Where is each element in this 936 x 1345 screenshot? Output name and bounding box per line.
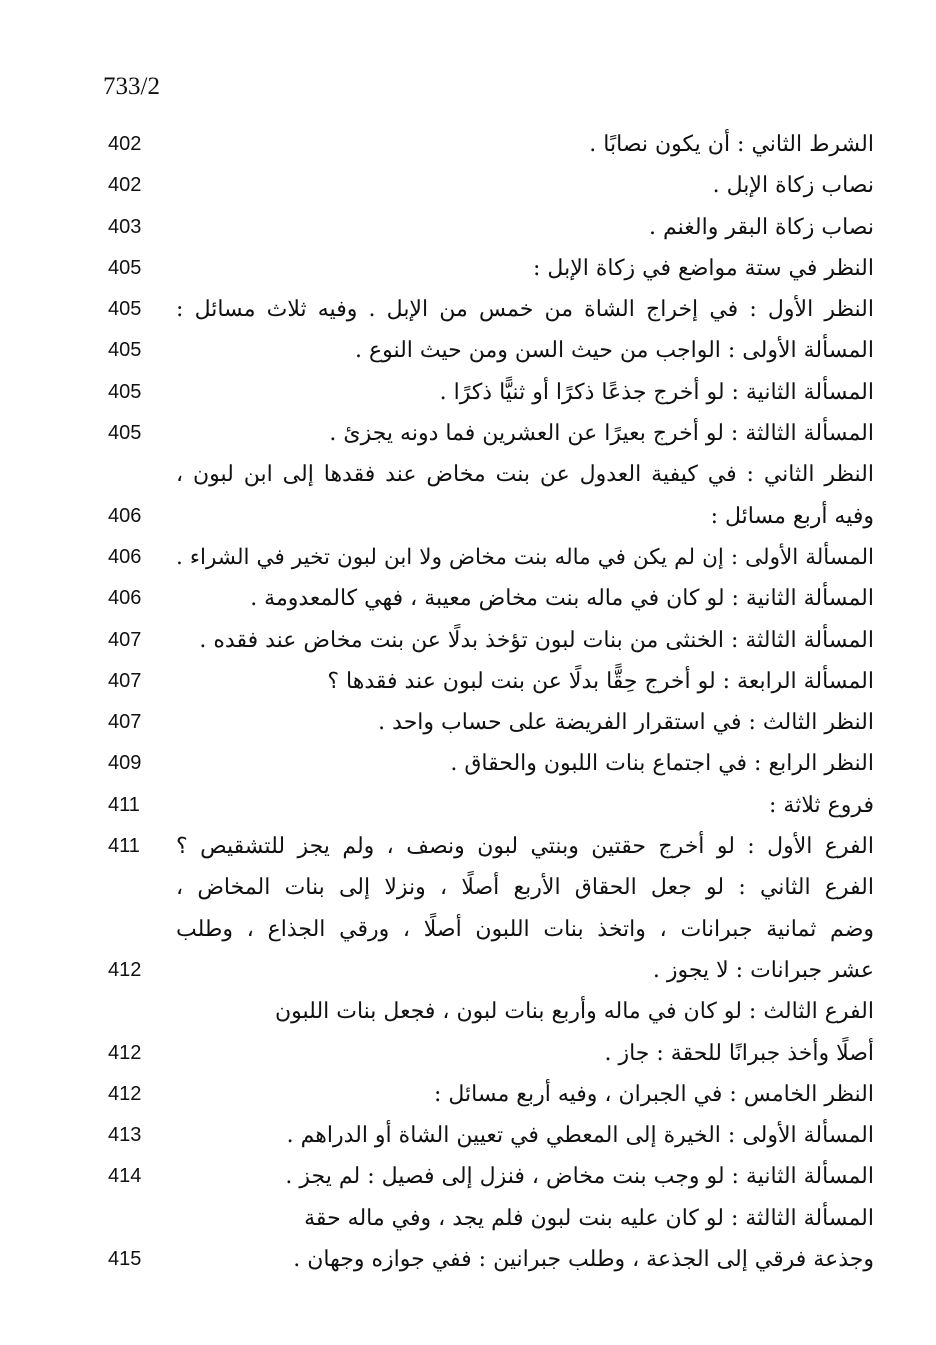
entry-text: المسألة الثالثة : لو أخرج بعيرًا عن العشرين فما دونه يجزئ . <box>329 421 874 447</box>
toc-entry <box>0 1198 936 1239</box>
page-number: 407 <box>108 628 142 651</box>
page-number: 412 <box>108 958 142 981</box>
toc-entry <box>0 496 936 537</box>
entry-text: المسألة الثانية : لو كان في ماله بنت مخاض معيبة ، فهي كالمعدومة . <box>250 586 874 612</box>
page-number: 405 <box>108 256 142 279</box>
page-number: 412 <box>108 1082 142 1105</box>
toc-entry <box>0 620 936 661</box>
page-number: 407 <box>108 711 142 734</box>
entry-text: النظر في ستة مواضع في زكاة الإبل : <box>533 255 874 281</box>
entry-text: المسألة الثانية : لو أخرج جذعًا ذكرًا أو ثنيًّا ذكرًا . <box>439 379 874 405</box>
entry-text: نصاب زكاة الإبل . <box>712 173 874 199</box>
page-number: 403 <box>108 215 142 238</box>
toc-entry <box>0 950 936 991</box>
page-number: 413 <box>108 1124 142 1147</box>
toc-entry <box>0 661 936 702</box>
page-number: 402 <box>108 133 142 155</box>
toc-entry <box>0 785 936 826</box>
toc-entry <box>0 454 936 495</box>
entry-text: وجذعة فرقي إلى الجذعة ، وطلب جبرانين : ففي جوازه وجهان . <box>293 1247 874 1273</box>
page-number: 414 <box>108 1165 142 1188</box>
entry-text: أصلًا وأخذ جبرانًا للحقة : جاز . <box>604 1040 874 1066</box>
entry-text: نصاب زكاة البقر والغنم . <box>649 214 874 240</box>
entry-text: المسألة الرابعة : لو أخرج حِقًّا بدلًا عن بنت لبون عند فقدها ؟ <box>327 668 874 694</box>
entry-text: النظر الثاني : في كيفية العدول عن بنت مخاض عند فقدها إلى ابن لبون ، <box>176 462 874 488</box>
entry-text: النظر الأول : في إخراج الشاة من خمس من الإبل . وفيه ثلاث مسائل : <box>176 297 874 323</box>
entry-text: الفرع الثالث : لو كان في ماله وأربع بنات لبون ، فجعل بنات اللبون <box>275 999 874 1025</box>
page-number: 415 <box>108 1248 142 1271</box>
page-number: 411 <box>108 835 140 858</box>
toc-entry <box>0 1115 936 1156</box>
toc-entry <box>0 289 936 330</box>
page-number: 405 <box>108 339 142 362</box>
page-number: 405 <box>108 422 142 445</box>
entry-text: وفيه أربع مسائل : <box>710 503 874 529</box>
entry-text: المسألة الثانية : لو وجب بنت مخاض ، فنزل إلى فصيل : لم يجز . <box>285 1164 874 1190</box>
toc-entry <box>0 330 936 371</box>
entry-text: النظر الرابع : في اجتماع بنات اللبون والحقاق . <box>450 751 874 777</box>
toc-entry <box>0 991 936 1032</box>
page-number: 407 <box>108 669 142 692</box>
toc-entry <box>0 743 936 784</box>
page-reference: 733/2 <box>103 73 160 100</box>
page-number: 402 <box>108 174 142 197</box>
page-number: 409 <box>108 752 142 775</box>
toc-entry <box>0 578 936 619</box>
toc-entry <box>0 1074 936 1115</box>
toc-entry <box>0 413 936 454</box>
entry-text: النظر الثالث : في استقرار الفريضة على حساب واحد . <box>378 710 874 736</box>
toc-entry <box>0 702 936 743</box>
toc-entry <box>0 1239 936 1280</box>
toc-entry <box>0 207 936 248</box>
toc-entry <box>0 537 936 578</box>
entry-text: المسألة الأولى : الخيرة إلى المعطي في تعيين الشاة أو الدراهم . <box>286 1123 874 1149</box>
entry-text: عشر جبرانات : لا يجوز . <box>652 957 874 983</box>
entry-text: وضم ثمانية جبرانات ، واتخذ بنات اللبون أصلًا ، ورقي الجذاع ، وطلب <box>176 916 874 942</box>
page-number: 406 <box>108 545 142 568</box>
page-number: 412 <box>108 1041 142 1064</box>
page-number: 405 <box>108 380 142 403</box>
table-of-contents <box>0 124 936 1280</box>
entry-text: المسألة الثالثة : لو كان عليه بنت لبون فلم يجد ، وفي ماله حقة <box>304 1205 874 1231</box>
entry-text: المسألة الثالثة : الخنثى من بنات لبون تؤخذ بدلًا عن بنت مخاض عند فقده . <box>199 627 874 653</box>
entry-text: المسألة الأولى : الواجب من حيث السن ومن حيث النوع . <box>354 338 874 364</box>
page-number: 411 <box>108 793 140 816</box>
toc-entry <box>0 1156 936 1197</box>
toc-entry <box>0 372 936 413</box>
entry-text: النظر الخامس : في الجبران ، وفيه أربع مسائل : <box>433 1081 874 1107</box>
toc-entry <box>0 867 936 908</box>
toc-entry <box>0 1033 936 1074</box>
page-number: 406 <box>108 504 142 527</box>
page-number: 405 <box>108 298 142 321</box>
toc-entry <box>0 826 936 867</box>
entry-text: الفرع الأول : لو أخرج حقتين وبنتي لبون ونصف ، ولم يجز للتشقيص ؟ <box>176 834 874 860</box>
page-number: 406 <box>108 587 142 610</box>
toc-entry <box>0 165 936 206</box>
entry-text: المسألة الأولى : إن لم يكن في ماله بنت مخاض ولا ابن لبون تخير في الشراء . <box>176 544 874 570</box>
toc-entry <box>0 248 936 289</box>
entry-text: فروع ثلاثة : <box>769 792 874 818</box>
entry-text: الشرط الثاني : أن يكون نصابًا . <box>589 132 874 157</box>
toc-entry <box>0 124 936 165</box>
toc-entry <box>0 909 936 950</box>
entry-text: الفرع الثاني : لو جعل الحقاق الأربع أصلًا ، ونزلا إلى بنات المخاض ، <box>176 875 874 901</box>
